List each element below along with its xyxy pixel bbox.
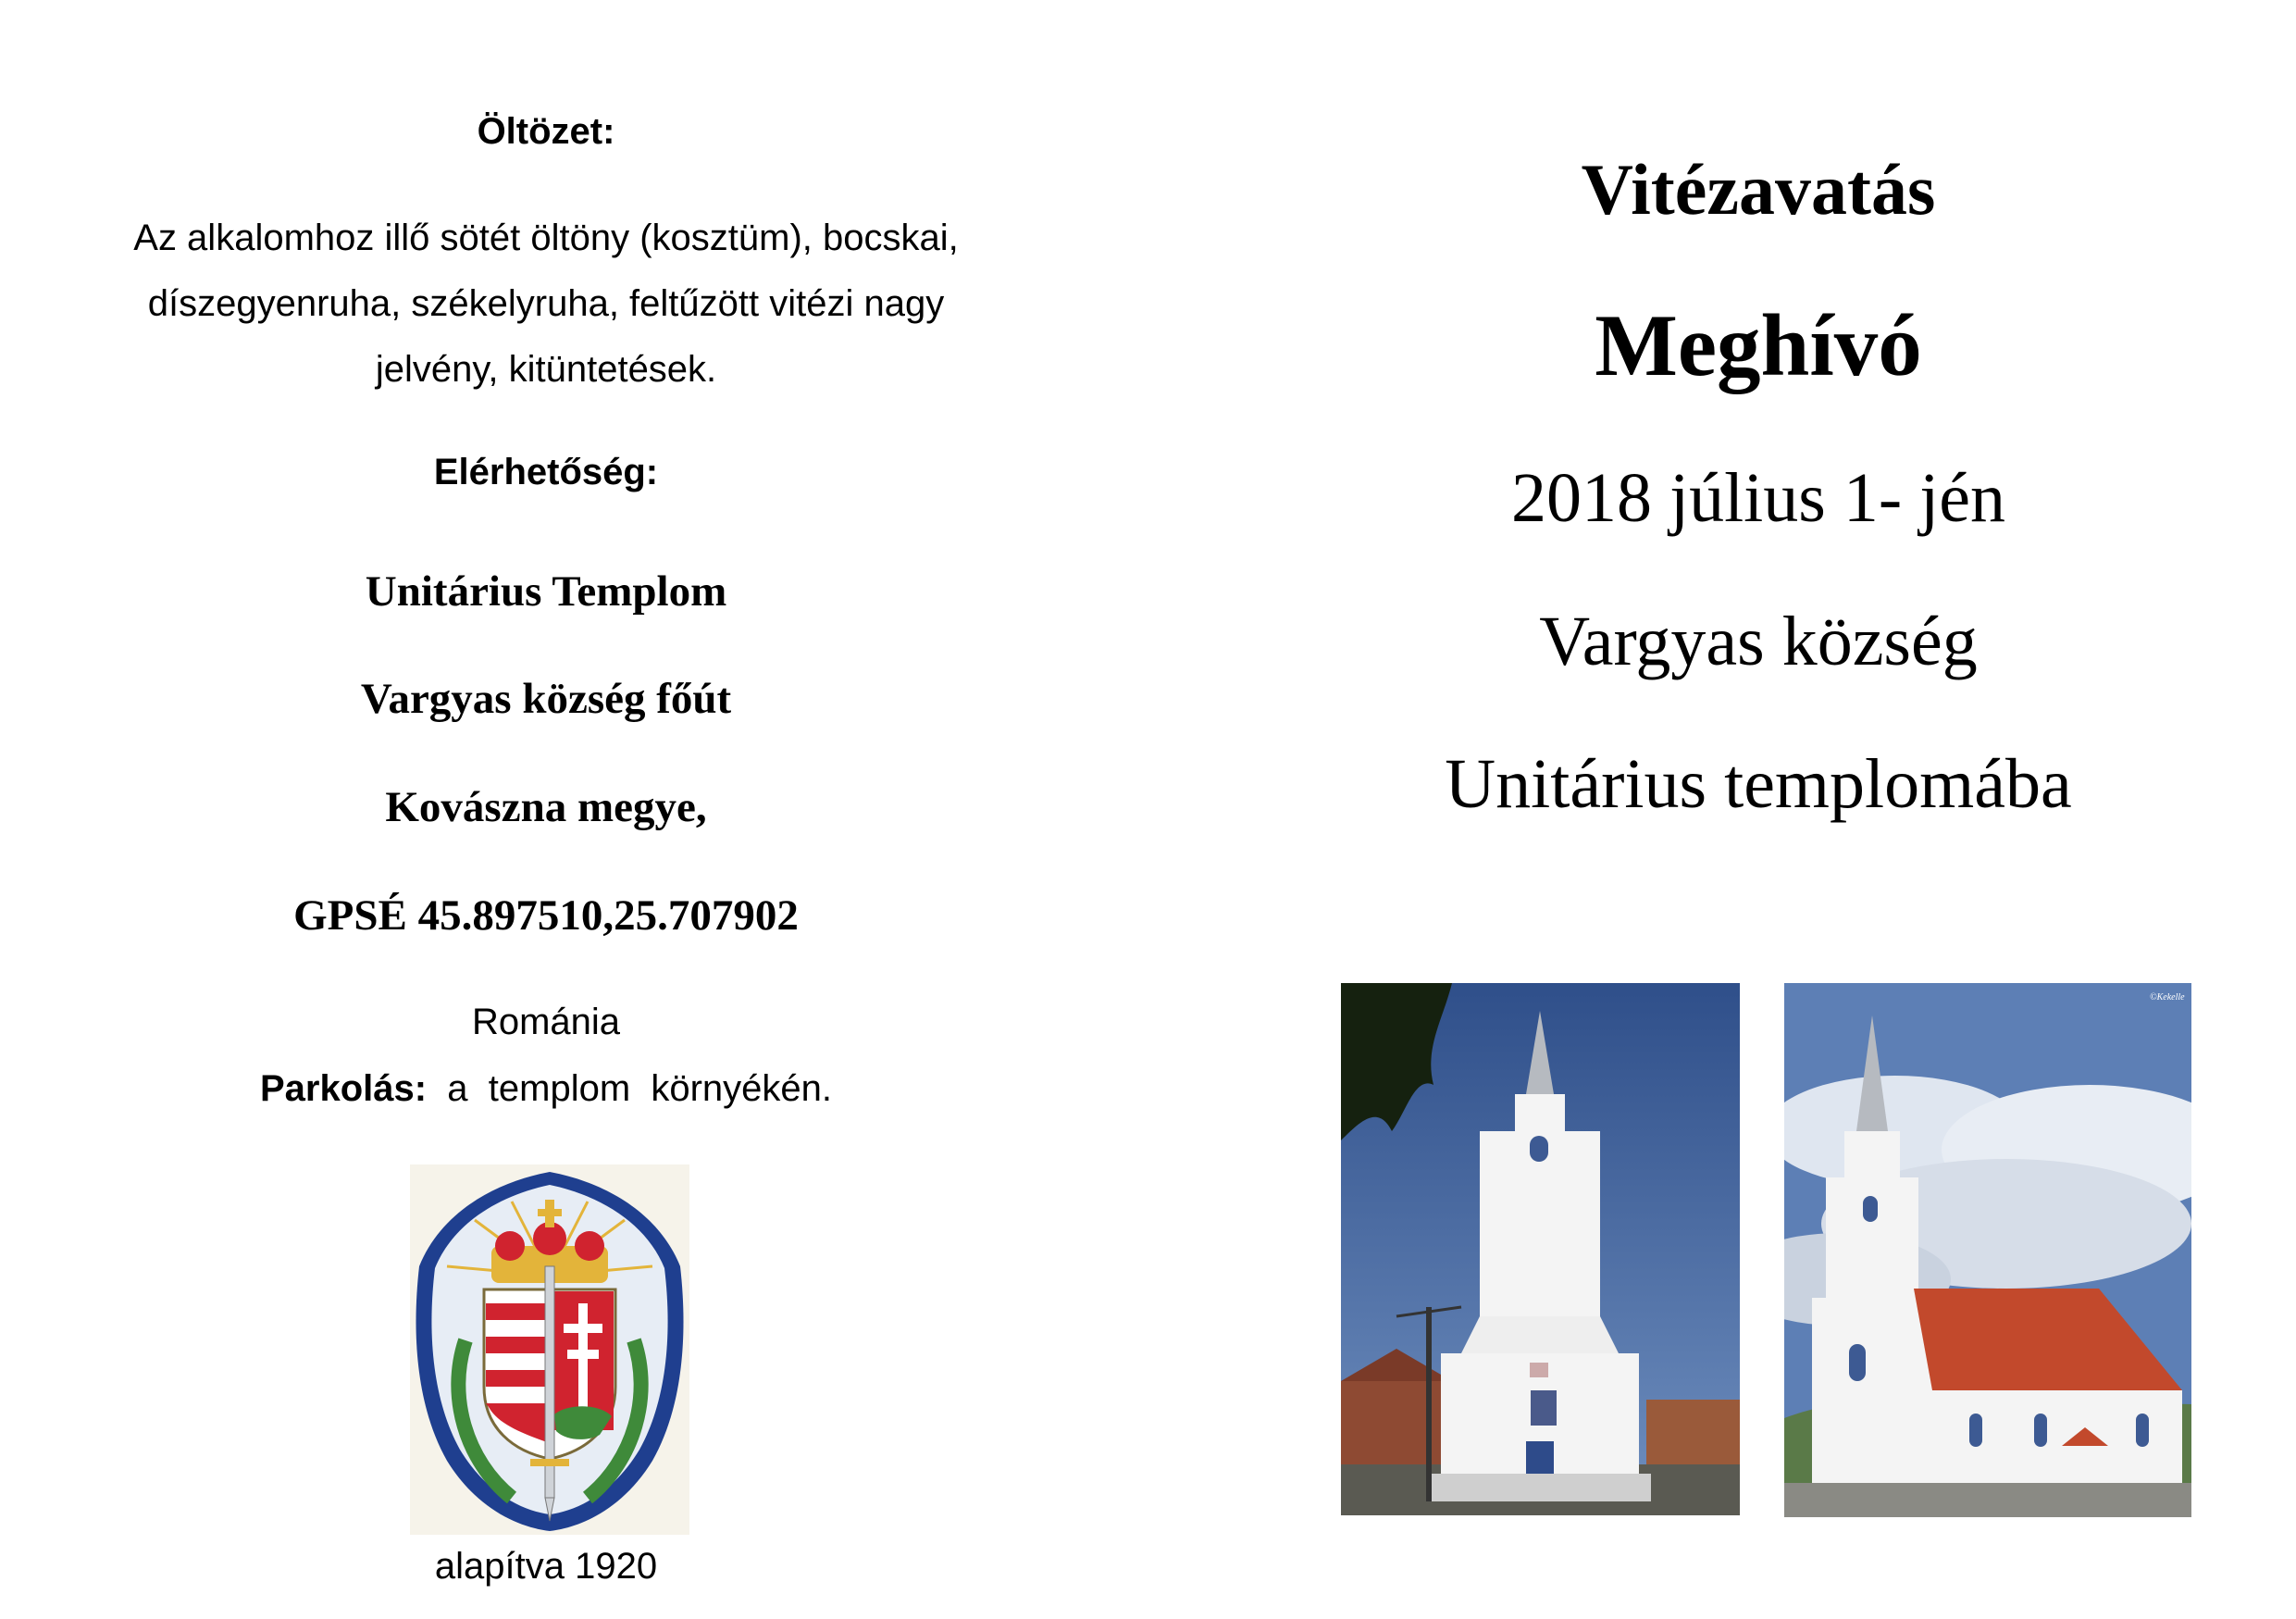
- church-photo-side: [1784, 983, 2191, 1517]
- vitez-order-emblem: [410, 1164, 689, 1535]
- dress-line-3: jelvény, kitüntetések.: [375, 349, 717, 390]
- parking-label: Parkolás:: [259, 1068, 428, 1109]
- invitation-title: Meghívó: [1595, 296, 1922, 394]
- church-photo-side-image: [1784, 983, 2191, 1517]
- church-photo-front-image: [1341, 983, 1740, 1515]
- dress-heading: Öltözet:: [477, 111, 615, 152]
- event-church: Unitárius templomába: [1445, 745, 2072, 823]
- parking-line: [0, 1068, 1092, 1110]
- dress-line-2: díszegyenruha, székelyruha, feltűzött vitézi nagy: [147, 283, 945, 324]
- dress-description: [0, 205, 1092, 403]
- venue-name: Unitárius Templom: [365, 567, 727, 616]
- founded-text: alapítva 1920: [434, 1546, 658, 1587]
- parking-text: a templom környékén.: [427, 1068, 833, 1109]
- dress-line-1: Az alkalomhoz illő sötét öltöny (kosztüm), bocskai,: [133, 218, 959, 258]
- church-photo-front: [1341, 983, 1740, 1515]
- venue-street: Vargyas község főút: [360, 675, 732, 723]
- photo-credit: ©Kekelle: [2150, 992, 2185, 1003]
- event-name: Vitézavatás: [1581, 149, 1936, 230]
- country: Románia: [471, 1002, 621, 1042]
- emblem-graphic: [410, 1164, 689, 1535]
- contact-heading: Elérhetőség:: [433, 452, 659, 492]
- gps-coordinates: GPSÉ 45.897510,25.707902: [293, 891, 799, 940]
- event-date: 2018 július 1- jén: [1510, 459, 2006, 537]
- event-place: Vargyas község: [1539, 603, 1978, 680]
- venue-county: Kovászna megye,: [385, 783, 707, 831]
